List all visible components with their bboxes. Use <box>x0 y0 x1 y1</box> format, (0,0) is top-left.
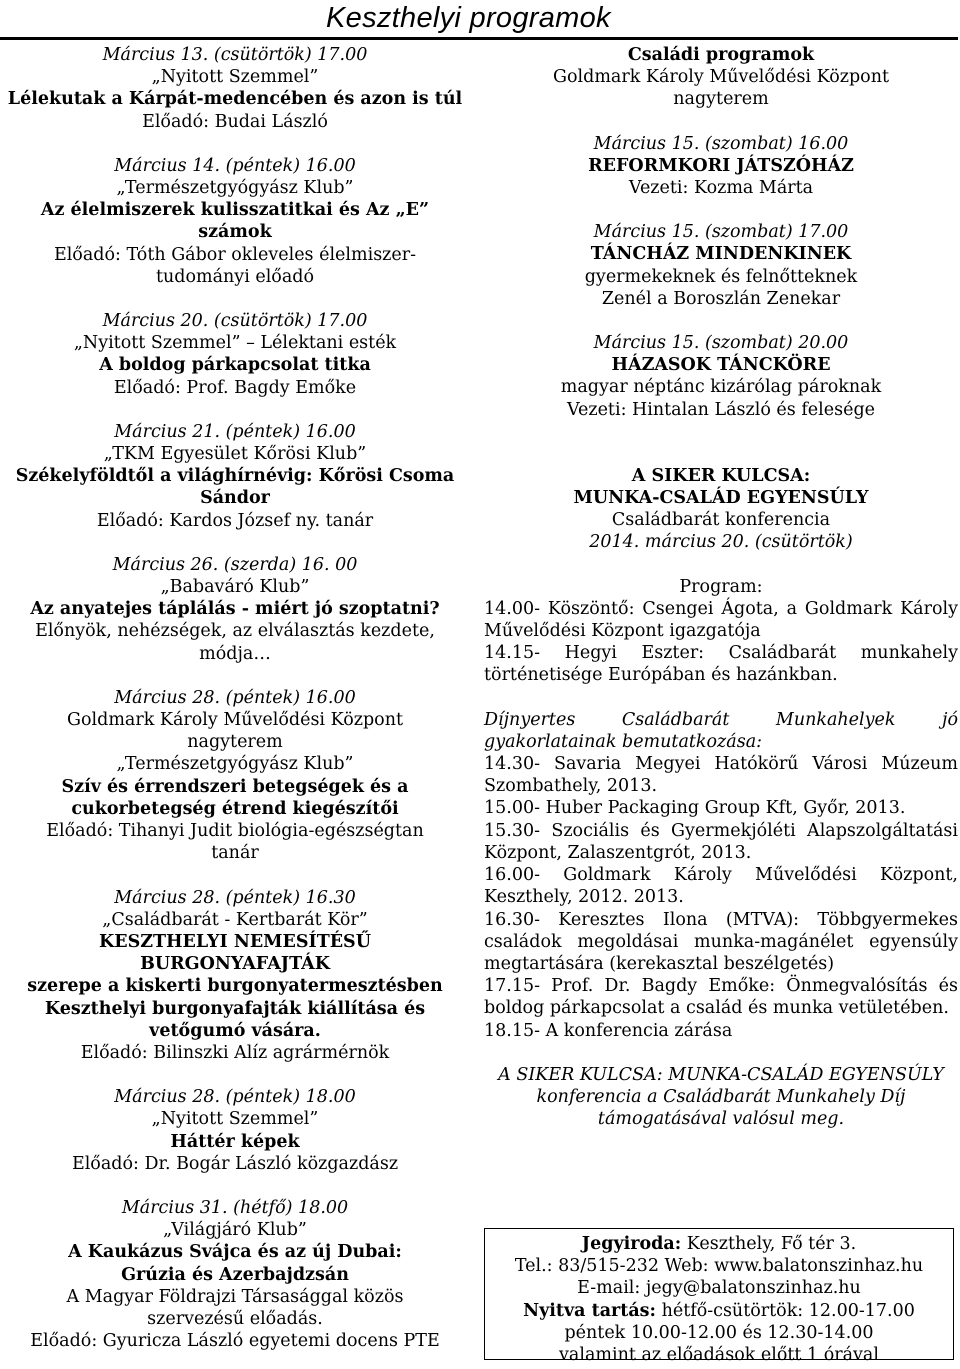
family-event-date: Március 15. (szombat) 16.00 <box>593 133 849 154</box>
family-event-date: Március 15. (szombat) 20.00 <box>593 333 849 354</box>
conference-subtitle: Családbarát konferencia <box>611 510 831 531</box>
page-header <box>0 0 960 40</box>
awarded-item: 16.00- Goldmark Károly Művelődési Központ, Keszthely, 2012. 2013. <box>484 865 958 908</box>
family-event-detail: Vezeti: Kozma Márta <box>628 178 814 199</box>
event-title: Keszthelyi burgonyafajták kiállítása és <box>44 998 426 1019</box>
conference-title-line1: A SIKER KULCSA: <box>631 465 811 486</box>
event-detail: Előadó: Bilinszki Alíz agrármérnök <box>80 1042 390 1063</box>
event-block <box>4 554 466 665</box>
ticket-office-contact: Tel.: 83/515-232 Web: www.balatonszinhaz.hu <box>514 1256 924 1277</box>
opening-hours-weekdays: hétfő-csütörtök: 12.00-17.00 <box>661 1300 915 1321</box>
awarded-item: 14.30- Savaria Megyei Hatókörű Városi Múzeum Szombathely, 2013. <box>484 754 958 797</box>
event-title: A Kaukázus Svájca és az új Dubai: <box>68 1242 402 1263</box>
awarded-item: 16.30- Keresztes Ilona (MTVA): Többgyermekes családok megoldásai munka-magánélet egyensúly megtartására (kerekasztal beszélgetés) <box>484 909 958 974</box>
event-detail: Előadó: Gyuricza László egyetemi docens PTE <box>30 1331 440 1352</box>
event-date: Március 20. (csütörtök) 17.00 <box>102 311 368 332</box>
event-detail: Előadó: Kardos József ny. tanár <box>96 510 374 531</box>
event-date: Március 28. (péntek) 18.00 <box>114 1087 356 1108</box>
awarded-item: 17.15- Prof. Dr. Bagdy Emőke: Önmegvalósítás és boldog párkapcsolat a család és munka vetületében. <box>484 976 958 1019</box>
opening-hours-friday: péntek 10.00-12.00 és 12.30-14.00 <box>564 1322 874 1343</box>
event-title: Az élelmiszerek kulisszatitkai és Az „E” <box>40 200 430 221</box>
opening-hours-extra: valamint az előadások előtt 1 órával <box>559 1345 879 1366</box>
event-block <box>4 421 466 532</box>
event-date: Március 28. (péntek) 16.00 <box>114 687 356 708</box>
spacer <box>484 111 958 133</box>
event-detail: szervezésű előadás. <box>147 1308 323 1329</box>
family-event-list <box>484 111 958 421</box>
event-detail: tudományi előadó <box>155 266 315 287</box>
event-title: A boldog párkapcsolat titka <box>99 355 371 376</box>
family-event-detail: magyar néptánc kizárólag pároknak <box>560 377 882 398</box>
event-detail: Előadó: Budai László <box>142 111 328 132</box>
event-detail: Előadó: Prof. Bagdy Emőke <box>113 377 357 398</box>
event-club: „Babaváró Klub” <box>160 577 310 598</box>
family-event-detail: Vezeti: Hintalan László és felesége <box>566 399 876 420</box>
event-title: cukorbetegség étrend kiegészítői <box>71 798 399 819</box>
event-club: „Természetgyógyász Klub” <box>116 754 354 775</box>
family-room: nagyterem <box>673 89 769 110</box>
family-event-detail: gyermekeknek és felnőtteknek <box>584 266 858 287</box>
ticket-office-address: Keszthely, Fő tér 3. <box>686 1234 857 1254</box>
event-club: „Nyitott Szemmel” <box>151 1109 319 1130</box>
family-event-title: TÁNCHÁZ MINDENKINEK <box>590 244 852 265</box>
event-date: Március 13. (csütörtök) 17.00 <box>102 45 368 65</box>
event-club: „Nyitott Szemmel” – Lélektani esték <box>73 333 397 354</box>
awarded-label: Díjnyertes Családbarát Munkahelyek jó gyakorlatainak bemutatkozása: <box>484 709 958 752</box>
family-event-date: Március 15. (szombat) 17.00 <box>593 222 849 243</box>
right-column <box>484 44 958 1130</box>
event-club: „Nyitott Szemmel” <box>151 67 319 88</box>
event-title: Szív és érrendszeri betegségek és a <box>61 776 409 797</box>
family-venue: Goldmark Károly Művelődési Központ <box>553 67 889 88</box>
program-list <box>484 598 958 687</box>
family-programs-section <box>484 44 958 421</box>
event-title: Grúzia és Azerbajdzsán <box>121 1264 349 1285</box>
ticket-office-label: Jegyiroda: <box>581 1234 682 1254</box>
event-title: számok <box>198 222 272 243</box>
event-block <box>4 44 466 133</box>
ticket-office-box <box>484 1228 954 1366</box>
family-programs-title: Családi programok <box>627 45 815 65</box>
event-club: nagyterem <box>187 732 283 753</box>
event-detail: A Magyar Földrajzi Társasággal közös <box>66 1286 404 1307</box>
event-title: Az anyatejes táplálás - miért jó szoptatni? <box>30 599 440 620</box>
footer-note-line: támogatásával valósul meg. <box>597 1109 845 1130</box>
conference-footer-note <box>484 1064 958 1131</box>
footer-note-line: konferencia a Családbarát Munkahely Díj <box>536 1086 906 1107</box>
event-date: Március 21. (péntek) 16.00 <box>114 421 356 442</box>
left-event-column <box>4 44 466 1352</box>
event-block <box>4 687 466 865</box>
event-club: „Világjáró Klub” <box>163 1220 307 1241</box>
event-title: Sándor <box>200 488 270 509</box>
event-detail: Előnyök, nehézségek, az elválasztás kezdete, <box>35 621 435 642</box>
awarded-list <box>484 753 958 1042</box>
family-event-title: REFORMKORI JÁTSZÓHÁZ <box>588 155 854 176</box>
event-date: Március 26. (szerda) 16. 00 <box>112 554 358 575</box>
event-detail: tanár <box>211 843 259 864</box>
event-detail: Előadó: Tihanyi Judit biológia-egészségtan <box>46 821 424 842</box>
awarded-item: 18.15- A konferencia zárása <box>484 1020 733 1041</box>
event-date: Március 28. (péntek) 16.30 <box>114 887 356 908</box>
event-detail: módja… <box>199 643 271 664</box>
event-club: Goldmark Károly Művelődési Központ <box>67 710 403 731</box>
event-detail: Előadó: Tóth Gábor okleveles élelmiszer- <box>53 244 417 265</box>
awarded-item: 15.30- Szociális és Gyermekjóléti Alapszolgáltatási Központ, Zalaszentgrót, 2013. <box>484 820 958 863</box>
event-club: „Családbarát - Kertbarát Kör” <box>102 909 368 930</box>
spacer <box>484 199 958 221</box>
opening-hours-label: Nyitva tartás: <box>523 1300 656 1321</box>
awarded-item: 15.00- Huber Packaging Group Kft, Győr, 2013. <box>484 798 906 819</box>
header-rule <box>0 37 958 40</box>
conference-title-line2: MUNKA-CSALÁD EGYENSÚLY <box>573 488 869 509</box>
conference-date: 2014. március 20. (csütörtök) <box>589 532 853 553</box>
family-event-detail: Zenél a Boroszlán Zenekar <box>601 288 841 309</box>
page-title: Keszthelyi programok <box>326 2 611 34</box>
program-item: 14.15- Hegyi Eszter: Családbarát munkahely történetisége Európában és hazánkban. <box>484 643 958 686</box>
footer-note-line: A SIKER KULCSA: MUNKA-CSALÁD EGYENSÚLY <box>498 1064 944 1085</box>
event-title: BURGONYAFAJTÁK <box>140 954 330 975</box>
conference-header <box>484 465 958 554</box>
event-date: Március 31. (hétfő) 18.00 <box>121 1197 349 1218</box>
event-title: Lélekutak a Kárpát-medencében és azon is túl <box>7 89 463 110</box>
ticket-office-address-line <box>485 1233 953 1255</box>
event-block <box>4 1197 466 1352</box>
event-block <box>4 155 466 288</box>
event-title: szerepe a kiskerti burgonyatermesztésben <box>27 976 443 997</box>
event-date: Március 14. (péntek) 16.00 <box>114 155 356 176</box>
program-item: 14.00- Köszöntő: Csengei Ágota, a Goldmark Károly Művelődési Központ igazgatója <box>484 598 958 642</box>
ticket-office-email: E-mail: jegy@balatonszinhaz.hu <box>577 1278 861 1299</box>
program-label: Program: <box>679 576 763 597</box>
event-block <box>4 310 466 399</box>
event-title: vetőgumó vására. <box>149 1020 321 1041</box>
event-block <box>4 887 466 1065</box>
family-event-title: HÁZASOK TÁNCKÖRE <box>611 355 831 376</box>
event-club: „Természetgyógyász Klub” <box>116 178 354 199</box>
event-detail: Előadó: Dr. Bogár László közgazdász <box>71 1153 399 1174</box>
event-block <box>4 1086 466 1175</box>
opening-hours-line <box>485 1300 953 1322</box>
event-club: „TKM Egyesület Kőrösi Klub” <box>103 444 367 465</box>
event-title: Háttér képek <box>170 1131 300 1152</box>
event-title: KESZTHELYI NEMESÍTÉSŰ <box>99 931 371 952</box>
spacer <box>484 310 958 332</box>
event-title: Székelyföldtől a világhírnévig: Kőrösi Csoma <box>15 466 455 487</box>
